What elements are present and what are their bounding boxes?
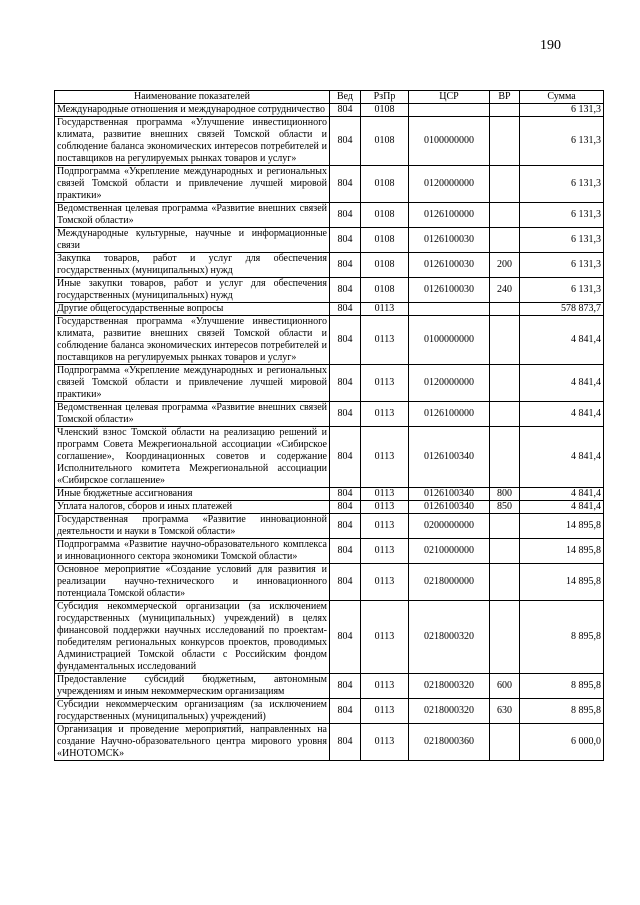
- cell-vr: [490, 402, 520, 427]
- cell-name: Иные закупки товаров, работ и услуг для обеспечения государственных (муниципальных) нужд: [55, 278, 330, 303]
- cell-ved: 804: [330, 539, 361, 564]
- cell-sum: 6 000,0: [520, 724, 604, 761]
- cell-ved: 804: [330, 402, 361, 427]
- cell-csr: 0100000000: [409, 117, 490, 166]
- cell-sum: 4 841,4: [520, 402, 604, 427]
- cell-sum: 6 131,3: [520, 104, 604, 117]
- cell-ved: 804: [330, 514, 361, 539]
- cell-rzpr: 0113: [361, 724, 409, 761]
- table-row: [55, 564, 604, 601]
- cell-rzpr: 0108: [361, 278, 409, 303]
- cell-name: Организация и проведение мероприятий, направленных на создание Научно-образовательного центра мирового уровня «ИНОТОМСК»: [55, 724, 330, 761]
- cell-vr: 630: [490, 699, 520, 724]
- cell-vr: 240: [490, 278, 520, 303]
- table-row: [55, 724, 604, 761]
- cell-name: Иные бюджетные ассигнования: [55, 488, 330, 501]
- table-row: [55, 514, 604, 539]
- cell-name: Подпрограмма «Укрепление международных и региональных связей Томской области и привлечение лучшей мировой практики»: [55, 166, 330, 203]
- cell-sum: 4 841,4: [520, 316, 604, 365]
- cell-vr: [490, 365, 520, 402]
- cell-name: Государственная программа «Улучшение инвестиционного климата, развитие внешних связей Томской области и соблюдение баланса экономических интересов потребителей и поставщиков на регулируемых рынках товаров и услуг»: [55, 316, 330, 365]
- cell-ved: 804: [330, 104, 361, 117]
- budget-table: [54, 90, 604, 761]
- table-row: [55, 117, 604, 166]
- cell-ved: 804: [330, 228, 361, 253]
- cell-name: Международные культурные, научные и информационные связи: [55, 228, 330, 253]
- cell-csr: 0126100030: [409, 253, 490, 278]
- cell-sum: 14 895,8: [520, 514, 604, 539]
- cell-csr: 0100000000: [409, 316, 490, 365]
- cell-rzpr: 0108: [361, 253, 409, 278]
- cell-name: Закупка товаров, работ и услуг для обеспечения государственных (муниципальных) нужд: [55, 253, 330, 278]
- cell-vr: [490, 316, 520, 365]
- table-row: [55, 278, 604, 303]
- cell-sum: 6 131,3: [520, 278, 604, 303]
- table-row: [55, 166, 604, 203]
- cell-vr: [490, 539, 520, 564]
- cell-csr: 0126100000: [409, 402, 490, 427]
- cell-vr: [490, 303, 520, 316]
- cell-csr: 0200000000: [409, 514, 490, 539]
- cell-ved: 804: [330, 117, 361, 166]
- cell-vr: [490, 564, 520, 601]
- cell-vr: [490, 166, 520, 203]
- cell-rzpr: 0108: [361, 166, 409, 203]
- cell-ved: 804: [330, 488, 361, 501]
- header-name: Наименование показателей: [55, 91, 330, 104]
- cell-rzpr: 0113: [361, 402, 409, 427]
- cell-ved: 804: [330, 564, 361, 601]
- cell-csr: 0218000320: [409, 699, 490, 724]
- cell-name: Членский взнос Томской области на реализацию решений и программ Совета Межрегиональной ассоциации «Сибирское соглашение», Координационных советов и содержание Исполнительного комитета Межрегиональной ассоциации «Сибирское соглашение»: [55, 427, 330, 488]
- cell-rzpr: 0108: [361, 228, 409, 253]
- cell-rzpr: 0113: [361, 699, 409, 724]
- cell-csr: 0126100030: [409, 228, 490, 253]
- cell-ved: 804: [330, 203, 361, 228]
- cell-sum: 4 841,4: [520, 488, 604, 501]
- table-row: [55, 699, 604, 724]
- cell-vr: 850: [490, 501, 520, 514]
- cell-ved: 804: [330, 501, 361, 514]
- cell-rzpr: 0113: [361, 539, 409, 564]
- cell-ved: 804: [330, 303, 361, 316]
- table-row: [55, 228, 604, 253]
- cell-name: Международные отношения и международное сотрудничество: [55, 104, 330, 117]
- cell-name: Подпрограмма «Укрепление международных и региональных связей Томской области и привлечение лучшей мировой практики»: [55, 365, 330, 402]
- cell-rzpr: 0113: [361, 501, 409, 514]
- cell-sum: 578 873,7: [520, 303, 604, 316]
- table-row: [55, 253, 604, 278]
- cell-sum: 8 895,8: [520, 674, 604, 699]
- cell-sum: 8 895,8: [520, 699, 604, 724]
- table-row: [55, 316, 604, 365]
- cell-ved: 804: [330, 166, 361, 203]
- cell-ved: 804: [330, 601, 361, 674]
- cell-ved: 804: [330, 699, 361, 724]
- header-vr: ВР: [490, 91, 520, 104]
- page-number: 190: [540, 38, 561, 53]
- cell-vr: 200: [490, 253, 520, 278]
- cell-rzpr: 0113: [361, 488, 409, 501]
- cell-ved: 804: [330, 365, 361, 402]
- cell-csr: 0218000360: [409, 724, 490, 761]
- cell-vr: 800: [490, 488, 520, 501]
- cell-rzpr: 0108: [361, 203, 409, 228]
- cell-vr: 600: [490, 674, 520, 699]
- cell-vr: [490, 427, 520, 488]
- cell-ved: 804: [330, 674, 361, 699]
- cell-csr: 0120000000: [409, 365, 490, 402]
- cell-csr: 0126100000: [409, 203, 490, 228]
- table-row: [55, 104, 604, 117]
- table-row: [55, 488, 604, 501]
- cell-rzpr: 0113: [361, 514, 409, 539]
- cell-vr: [490, 228, 520, 253]
- cell-rzpr: 0113: [361, 601, 409, 674]
- cell-ved: 804: [330, 427, 361, 488]
- cell-name: Ведомственная целевая программа «Развитие внешних связей Томской области»: [55, 203, 330, 228]
- cell-name: Государственная программа «Развитие инновационной деятельности и науки в Томской области»: [55, 514, 330, 539]
- cell-rzpr: 0113: [361, 427, 409, 488]
- cell-sum: 6 131,3: [520, 203, 604, 228]
- table-row: [55, 303, 604, 316]
- table-row: [55, 501, 604, 514]
- cell-csr: 0218000320: [409, 674, 490, 699]
- cell-name: Другие общегосударственные вопросы: [55, 303, 330, 316]
- table-row: [55, 601, 604, 674]
- cell-name: Субсидии некоммерческим организациям (за исключением государственных (муниципальных) учреждений): [55, 699, 330, 724]
- cell-name: Основное мероприятие «Создание условий для развития и реализации научно-технического и инновационного потенциала Томской области»: [55, 564, 330, 601]
- cell-csr: 0126100340: [409, 501, 490, 514]
- cell-rzpr: 0113: [361, 316, 409, 365]
- cell-sum: 6 131,3: [520, 253, 604, 278]
- table-header-row: [55, 91, 604, 104]
- cell-csr: 0126100340: [409, 488, 490, 501]
- header-ved: Вед: [330, 91, 361, 104]
- cell-name: Государственная программа «Улучшение инвестиционного климата, развитие внешних связей Томской области и соблюдение баланса экономических интересов потребителей и поставщиков на регулируемых рынках товаров и услуг»: [55, 117, 330, 166]
- cell-rzpr: 0113: [361, 365, 409, 402]
- cell-csr: 0218000000: [409, 564, 490, 601]
- cell-csr: 0210000000: [409, 539, 490, 564]
- cell-vr: [490, 104, 520, 117]
- cell-name: Подпрограмма «Развитие научно-образовательного комплекса и инновационного сектора экономики Томской области»: [55, 539, 330, 564]
- cell-name: Субсидия некоммерческой организации (за исключением государственных (муниципальных) учреждений) в целях финансовой поддержки научных исследований по проектам-победителям региональных конкурсов проектов, проводимых Администрацией Томской области с Российским фондом фундаментальных исследований: [55, 601, 330, 674]
- header-csr: ЦСР: [409, 91, 490, 104]
- cell-rzpr: 0108: [361, 104, 409, 117]
- cell-name: Ведомственная целевая программа «Развитие внешних связей Томской области»: [55, 402, 330, 427]
- header-sum: Сумма: [520, 91, 604, 104]
- cell-sum: 14 895,8: [520, 539, 604, 564]
- table-row: [55, 427, 604, 488]
- cell-sum: 6 131,3: [520, 117, 604, 166]
- cell-sum: 4 841,4: [520, 427, 604, 488]
- cell-ved: 804: [330, 278, 361, 303]
- cell-rzpr: 0113: [361, 303, 409, 316]
- cell-csr: 0126100030: [409, 278, 490, 303]
- table-body: [55, 104, 604, 761]
- cell-vr: [490, 724, 520, 761]
- cell-rzpr: 0113: [361, 564, 409, 601]
- table-row: [55, 402, 604, 427]
- cell-sum: 14 895,8: [520, 564, 604, 601]
- cell-sum: 6 131,3: [520, 166, 604, 203]
- cell-csr: [409, 104, 490, 117]
- cell-rzpr: 0113: [361, 674, 409, 699]
- cell-sum: 4 841,4: [520, 365, 604, 402]
- table-row: [55, 365, 604, 402]
- cell-sum: 4 841,4: [520, 501, 604, 514]
- table-row: [55, 539, 604, 564]
- cell-vr: [490, 203, 520, 228]
- table-row: [55, 203, 604, 228]
- cell-sum: 6 131,3: [520, 228, 604, 253]
- cell-csr: 0120000000: [409, 166, 490, 203]
- cell-vr: [490, 514, 520, 539]
- cell-ved: 804: [330, 316, 361, 365]
- cell-ved: 804: [330, 253, 361, 278]
- cell-vr: [490, 601, 520, 674]
- cell-name: Предоставление субсидий бюджетным, автономным учреждениям и иным некоммерческим организациям: [55, 674, 330, 699]
- header-rzpr: РзПр: [361, 91, 409, 104]
- cell-csr: 0218000320: [409, 601, 490, 674]
- cell-csr: 0126100340: [409, 427, 490, 488]
- cell-ved: 804: [330, 724, 361, 761]
- cell-name: Уплата налогов, сборов и иных платежей: [55, 501, 330, 514]
- cell-sum: 8 895,8: [520, 601, 604, 674]
- cell-rzpr: 0108: [361, 117, 409, 166]
- cell-vr: [490, 117, 520, 166]
- cell-csr: [409, 303, 490, 316]
- table-row: [55, 674, 604, 699]
